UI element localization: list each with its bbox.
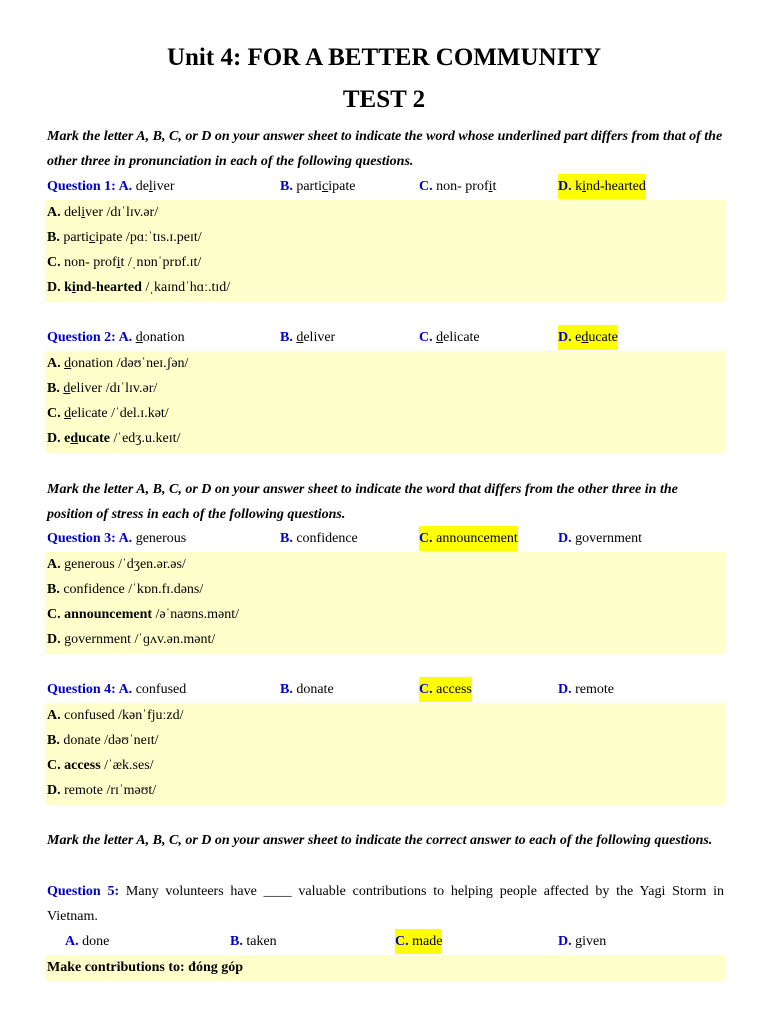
question-2-option-c: C. delicate <box>419 330 480 345</box>
question-2-option-d-answer: D. educate <box>558 325 618 350</box>
explanation-line: A. confused /kənˈfjuːzd/ <box>47 708 184 723</box>
question-1-label: Question 1: A. <box>47 179 133 194</box>
question-1-option-c: C. non- profit <box>419 179 497 194</box>
explanation-line: D. government /ˈɡʌv.ən.mənt/ <box>47 632 216 647</box>
explanation-line: C. delicate /ˈdel.ɪ.kət/ <box>47 406 169 421</box>
explanation-line: A. generous /ˈdʒen.ər.əs/ <box>47 557 186 572</box>
explanation-line: C. announcement /əˈnaʊns.mənt/ <box>47 607 240 622</box>
question-1-option-b: B. participate <box>280 179 356 194</box>
instruction-correct-answer: Mark the letter A, B, C, or D on your answer sheet to indicate the correct answer to each of the following questions. <box>47 833 713 848</box>
explanation-line: C. non- profit /ˌnɒnˈprɒf.ɪt/ <box>47 255 202 270</box>
question-4-option-c-answer: C. access <box>419 677 472 702</box>
explanation-line: A. donation /dəʊˈneɪ.ʃən/ <box>47 356 189 371</box>
explanation-line: D. kind-hearted /ˌkaɪndˈhɑː.tɪd/ <box>47 280 231 295</box>
explanation-note: Make contributions to: đóng góp <box>47 960 244 975</box>
question-2-explanation <box>45 351 725 453</box>
question-5-stem: Question 5: Many volunteers have ____ valuable contributions to helping people affected by the Yagi Storm in Vietnam. <box>47 884 724 924</box>
page-subtitle: TEST 2 <box>342 86 426 113</box>
question-3-option-a: Question 3: A. generous <box>47 531 187 546</box>
question-5-option-c-answer: C. made <box>395 929 442 954</box>
question-4-option-a: Question 4: A. confused <box>47 682 187 697</box>
question-4-option-d: D. remote <box>558 682 614 697</box>
question-1-explanation <box>45 200 725 302</box>
explanation-line: B. confidence /ˈkɒn.fɪ.dəns/ <box>47 582 204 597</box>
question-5-option-b: B. taken <box>230 934 277 949</box>
instruction-pronunciation: Mark the letter A, B, C, or D on your answer sheet to indicate the word whose underlined part differs from that of the other three in pronunciation in each of the following questions. <box>47 129 723 169</box>
instruction-stress: Mark the letter A, B, C, or D on your answer sheet to indicate the word that differs from the other three in the position of stress in each of the following questions. <box>47 482 678 522</box>
question-4-explanation <box>45 703 725 805</box>
question-4-label: Question 4: A. <box>47 682 133 697</box>
explanation-line: D. educate /ˈedʒ.u.keɪt/ <box>47 431 181 446</box>
explanation-line: B. donate /dəʊˈneɪt/ <box>47 733 159 748</box>
question-3-label: Question 3: A. <box>47 531 133 546</box>
question-3-option-d: D. government <box>558 531 642 546</box>
question-3-explanation <box>45 552 725 654</box>
question-5-option-d: D. given <box>558 934 607 949</box>
question-2-option-b: B. deliver <box>280 330 336 345</box>
question-5-label: Question 5: <box>47 884 120 899</box>
question-5-option-a: A. done <box>65 934 110 949</box>
question-2-option-a: Question 2: A. donation <box>47 330 185 345</box>
question-1-option-d-answer: D. kind-hearted <box>558 174 646 199</box>
question-4-option-b: B. donate <box>280 682 334 697</box>
explanation-line: C. access /ˈæk.ses/ <box>47 758 154 773</box>
question-4 <box>47 677 727 702</box>
question-1 <box>47 174 727 199</box>
explanation-line: A. deliver /dɪˈlɪv.ər/ <box>47 205 159 220</box>
explanation-line: D. remote /rɪˈməʊt/ <box>47 783 157 798</box>
question-3 <box>47 526 727 551</box>
explanation-line: B. deliver /dɪˈlɪv.ər/ <box>47 381 158 396</box>
question-5-explanation <box>45 955 725 981</box>
question-2 <box>47 325 727 350</box>
question-3-option-c-answer: C. announcement <box>419 526 518 551</box>
question-1-option-a: Question 1: A. deliver <box>47 179 175 194</box>
page-title: Unit 4: FOR A BETTER COMMUNITY <box>166 44 602 71</box>
question-5-options <box>47 929 727 954</box>
explanation-line: B. participate /pɑːˈtɪs.ɪ.peɪt/ <box>47 230 202 245</box>
question-3-option-b: B. confidence <box>280 531 358 546</box>
question-2-label: Question 2: A. <box>47 330 133 345</box>
